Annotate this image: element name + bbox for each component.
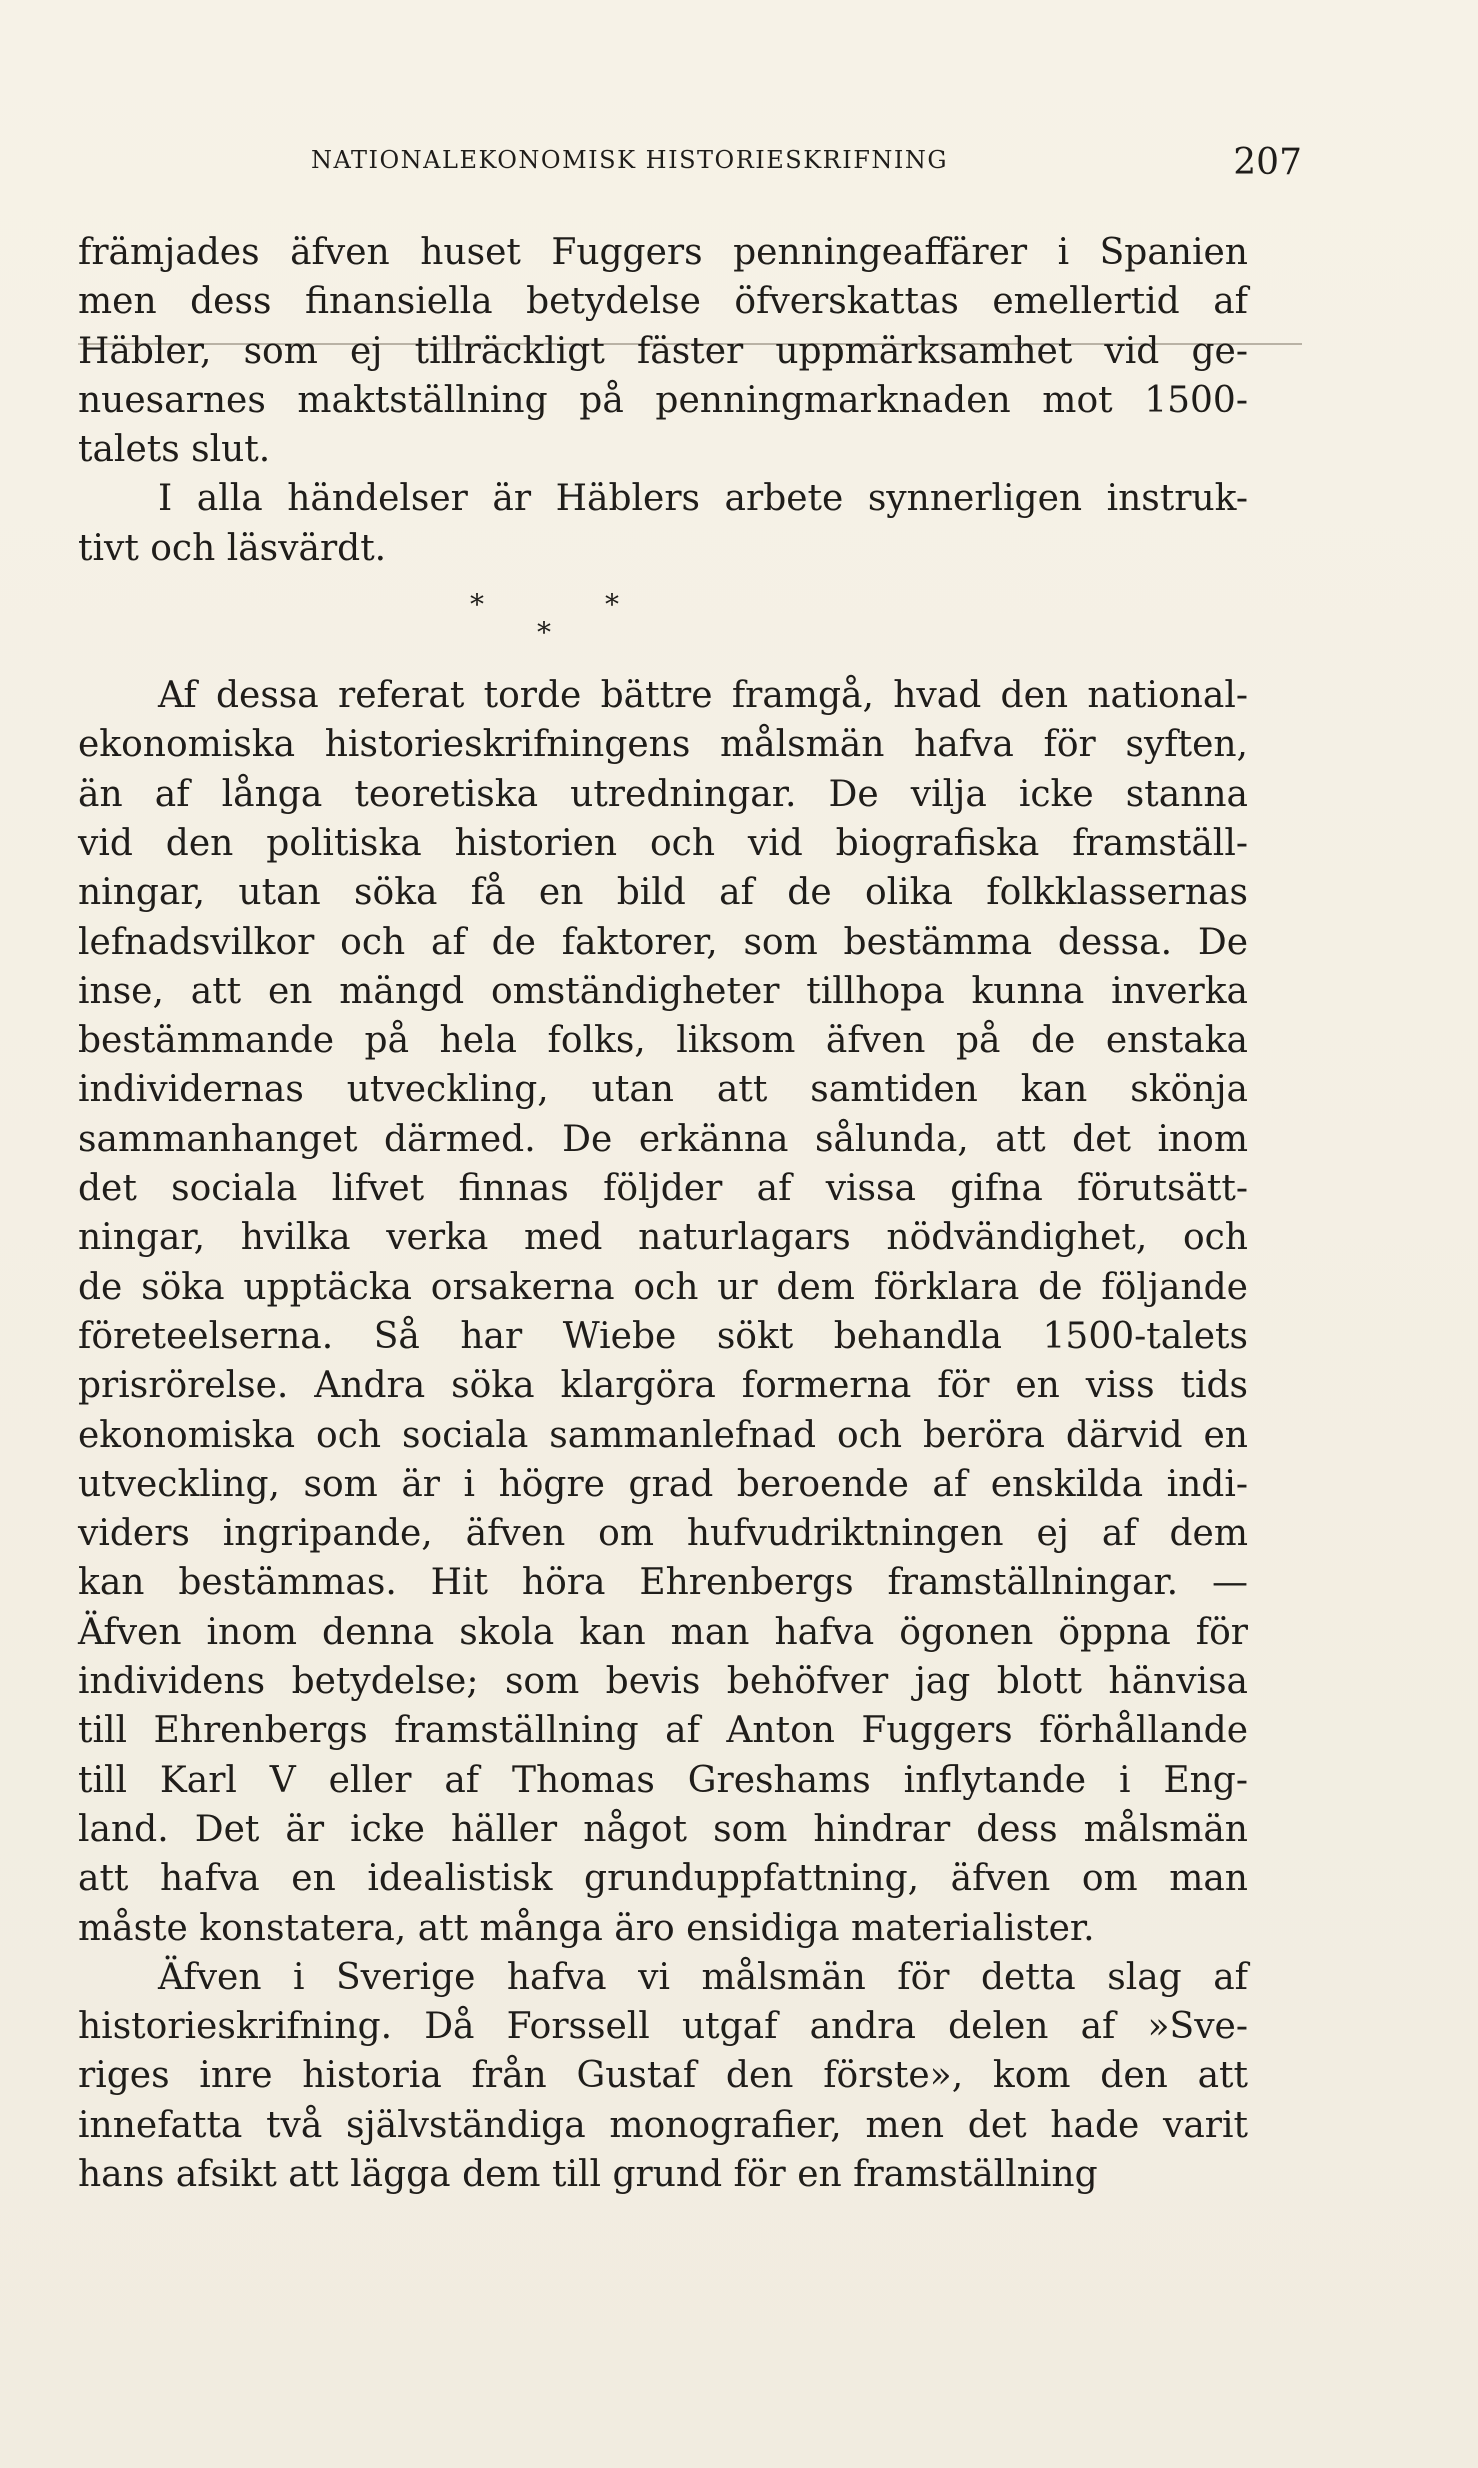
text-line: bestämmande på hela folks, liksom äfven på de enstaka (78, 1020, 1248, 1062)
text-line: det sociala lifvet finnas följder af vissa gifna förutsätt- (78, 1168, 1248, 1210)
text-line: ningar, utan söka få en bild af de olika folkklassernas (78, 872, 1248, 914)
page-number: 207 (1233, 142, 1302, 183)
text-line: ekonomiska och sociala sammanlefnad och beröra därvid en (78, 1414, 1248, 1456)
text-line: Äfven inom denna skola kan man hafva ögonen öppna för (78, 1611, 1248, 1653)
text-line: inse, att en mängd omständigheter tillhopa kunna inverka (78, 970, 1248, 1012)
page-header (78, 132, 1302, 186)
text-line: Äfven i Sverige hafva vi målsmän för detta slag af (158, 1956, 1248, 1998)
main-text (78, 228, 1248, 2199)
text-line: måste konstatera, att många äro ensidiga materialister. (78, 1907, 1095, 1949)
text-line: innefatta två självständiga monografier, men det hade varit (78, 2104, 1248, 2146)
text-line: sammanhanget därmed. De erkänna sålunda, att det inom (78, 1118, 1248, 1160)
text-line: I alla händelser är Häblers arbete synnerligen instruk- (158, 478, 1248, 520)
text-line: företeelserna. Så har Wiebe sökt behandla 1500-talets (78, 1315, 1248, 1357)
text-line: land. Det är icke häller något som hindrar dess målsmän (78, 1808, 1248, 1850)
text-line: talets slut. (78, 429, 271, 471)
text-line: vid den politiska historien och vid biografiska framställ- (78, 822, 1248, 864)
text-line: individens betydelse; som bevis behöfver jag blott hänvisa (78, 1661, 1248, 1703)
separator-star: * (537, 616, 551, 649)
text-line: än af långa teoretiska utredningar. De vilja icke stanna (78, 773, 1248, 815)
text-line: Häbler, som ej tillräckligt fäster uppmärksamhet vid ge- (78, 330, 1248, 372)
separator-star: * (605, 588, 619, 621)
text-line: utveckling, som är i högre grad beroende af enskilda indi- (78, 1463, 1248, 1505)
text-line: lefnadsvilkor och af de faktorer, som bestämma dessa. De (78, 921, 1248, 963)
separator-star: * (470, 588, 484, 621)
text-line: till Ehrenbergs framställning af Anton Fuggers förhållande (78, 1710, 1248, 1752)
text-line: historieskrifning. Då Forssell utgaf andra delen af »Sve- (78, 2006, 1248, 2048)
text-line: viders ingripande, äfven om hufvudriktningen ej af dem (78, 1513, 1248, 1555)
text-line: kan bestämmas. Hit höra Ehrenbergs framställningar. — (78, 1562, 1248, 1604)
text-line: nuesarnes maktställning på penningmarknaden mot 1500- (78, 379, 1248, 421)
text-line: ningar, hvilka verka med naturlagars nödvändighet, och (78, 1217, 1248, 1259)
text-line: främjades äfven huset Fuggers penningeaffärer i Spanien (78, 232, 1248, 273)
text-line: tivt och läsvärdt. (78, 527, 387, 569)
text-line: men dess finansiella betydelse öfverskattas emellertid af (78, 281, 1248, 323)
text-line: prisrörelse. Andra söka klargöra formerna för en viss tids (78, 1365, 1248, 1407)
text-line: till Karl V eller af Thomas Greshams inflytande i Eng- (78, 1759, 1248, 1801)
text-line: hans afsikt att lägga dem till grund för en framställning (78, 2153, 1098, 2195)
text-line: riges inre historia från Gustaf den förste», kom den att (78, 2055, 1248, 2097)
section-separator (470, 588, 670, 653)
text-line: Af dessa referat torde bättre framgå, hvad den national- (158, 675, 1248, 717)
text-line: individernas utveckling, utan att samtiden kan skönja (78, 1069, 1248, 1111)
text-line: att hafva en idealistisk grunduppfattning, äfven om man (78, 1858, 1248, 1900)
text-line: ekonomiska historieskrifningens målsmän hafva för syften, (78, 724, 1248, 766)
running-title: NATIONALEKONOMISK HISTORIESKRIFNING (311, 146, 948, 174)
text-line: de söka upptäcka orsakerna och ur dem förklara de följande (78, 1266, 1248, 1308)
